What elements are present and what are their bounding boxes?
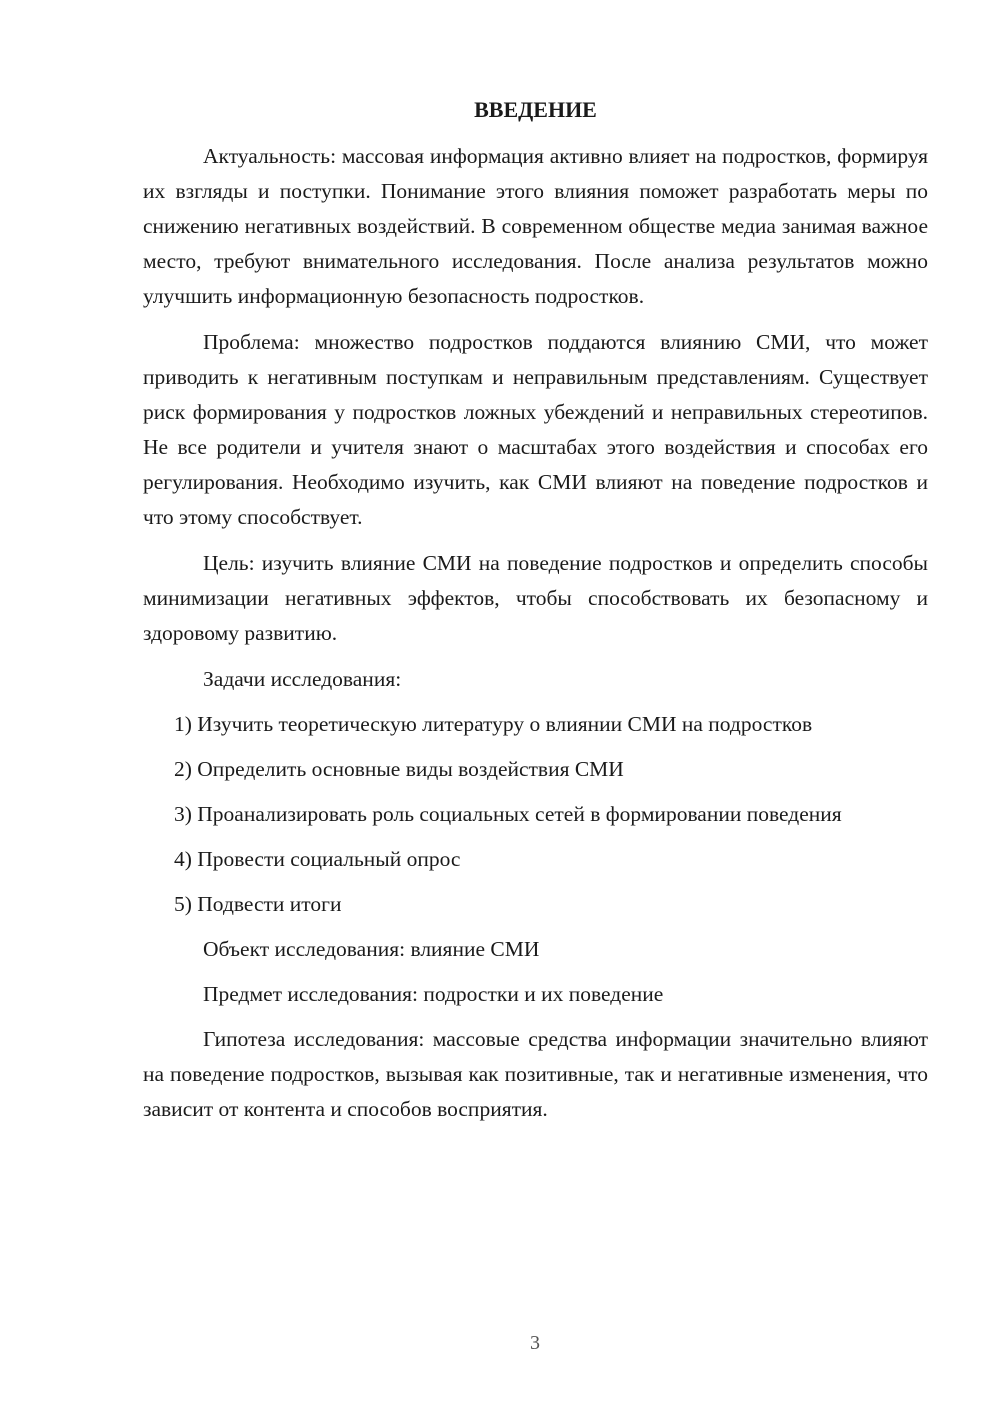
list-item: 1) Изучить теоретическую литературу о влиянии СМИ на подростков — [174, 712, 813, 736]
tasks-heading: Задачи исследования: — [203, 667, 402, 691]
object-paragraph: Объект исследования: влияние СМИ — [203, 937, 540, 961]
document-page — [143, 92, 928, 1138]
subject-paragraph: Предмет исследования: подростки и их поведение — [203, 982, 664, 1006]
hypothesis-paragraph: Гипотеза исследования: массовые средства информации значительно влияют на поведение подростков, вызывая как позитивные, так и негативные изменения, что зависит от контента и способов восприятия. — [143, 1027, 928, 1121]
tasks-list — [143, 707, 928, 922]
page-number: 3 — [530, 1332, 540, 1354]
list-item: 5) Подвести итоги — [174, 892, 342, 916]
list-item: 3) Проанализировать роль социальных сетей в формировании поведения — [174, 802, 842, 826]
goal-paragraph: Цель: изучить влияние СМИ на поведение подростков и определить способы минимизации негативных эффектов, чтобы способствовать их безопасному и здоровому развитию. — [143, 551, 928, 645]
page-title: ВВЕДЕНИЕ — [474, 97, 597, 122]
relevance-paragraph: Актуальность: массовая информация активно влияет на подростков, формируя их взгляды и поступки. Понимание этого влияния поможет разработать меры по снижению негативных воздействий. В современном обществе медиа занимая важное место, требуют внимательного исследования. После анализа результатов можно улучшить информационную безопасность подростков. — [143, 144, 928, 308]
list-item: 2) Определить основные виды воздействия СМИ — [174, 757, 624, 781]
problem-paragraph: Проблема: множество подростков поддаются влиянию СМИ, что может приводить к негативным поступкам и неправильным представлениям. Существует риск формирования у подростков ложных убеждений и неправильных стереотипов. Не все родители и учителя знают о масштабах этого воздействия и способах его регулирования. Необходимо изучить, как СМИ влияют на поведение подростков и что этому способствует. — [143, 330, 928, 529]
list-item: 4) Провести социальный опрос — [174, 847, 461, 871]
